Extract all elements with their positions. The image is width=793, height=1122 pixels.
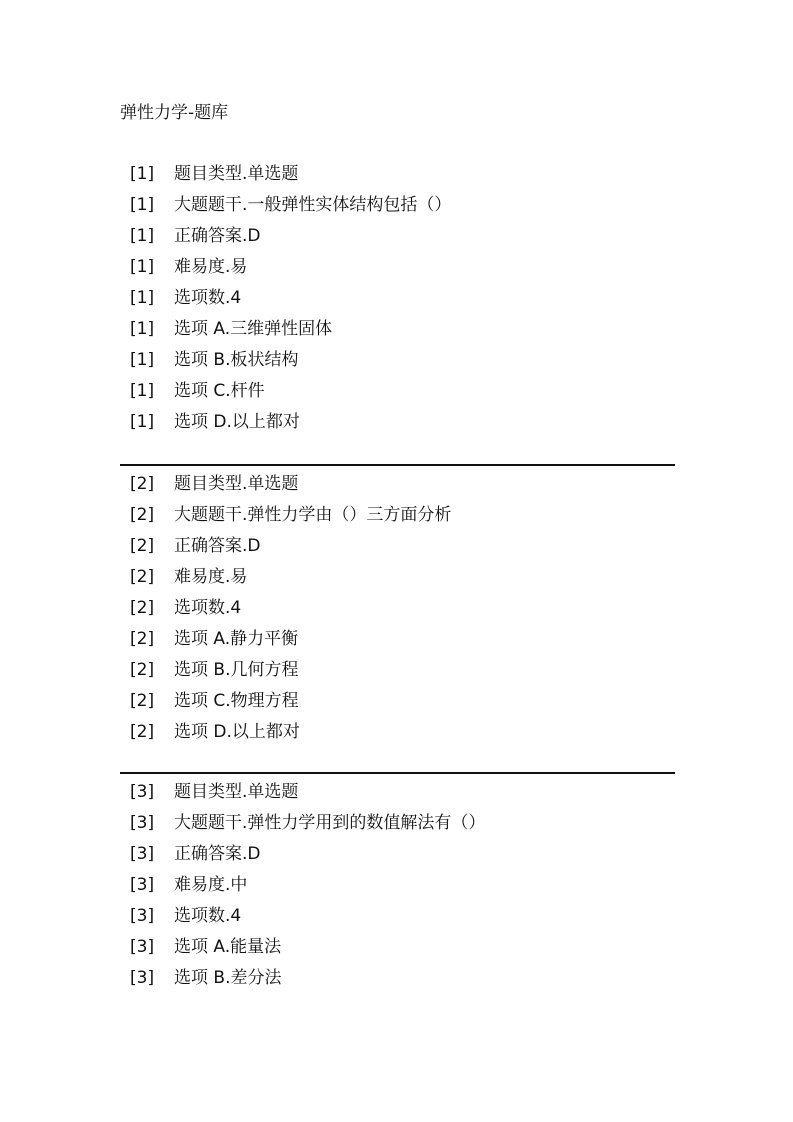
answer-row [120, 531, 675, 562]
question-number: [2] [130, 536, 155, 556]
answer-row [120, 221, 675, 252]
question-number: [3] [130, 937, 155, 957]
question-block [120, 159, 675, 438]
option-b-row [120, 963, 675, 994]
option-count-text: 选项数.4 [174, 598, 242, 618]
question-block [120, 772, 675, 994]
question-number: [3] [130, 844, 155, 864]
answer-text: 正确答案.D [174, 844, 261, 864]
question-type-row [120, 159, 675, 190]
option-a-row [120, 624, 675, 655]
option-d-text: 选项 D.以上都对 [174, 722, 300, 742]
question-block [120, 464, 675, 748]
option-d-row [120, 717, 675, 748]
option-d-text: 选项 D.以上都对 [174, 412, 300, 432]
question-number: [3] [130, 906, 155, 926]
option-a-text: 选项 A.能量法 [174, 937, 282, 957]
question-number: [2] [130, 722, 155, 742]
option-a-row [120, 314, 675, 345]
option-count-row [120, 901, 675, 932]
option-count-text: 选项数.4 [174, 288, 242, 308]
question-stem-text: 大题题干.弹性力学用到的数值解法有（） [174, 813, 486, 833]
question-number: [1] [130, 226, 155, 246]
option-a-row [120, 932, 675, 963]
option-d-row [120, 407, 675, 438]
difficulty-text: 难易度.中 [174, 875, 248, 895]
question-rows [120, 159, 675, 438]
difficulty-text: 难易度.易 [174, 257, 248, 277]
question-number: [3] [130, 875, 155, 895]
answer-text: 正确答案.D [174, 536, 261, 556]
option-count-row [120, 283, 675, 314]
question-type-row [120, 777, 675, 808]
question-number: [1] [130, 412, 155, 432]
option-b-text: 选项 B.板状结构 [174, 350, 299, 370]
question-stem-row [120, 500, 675, 531]
question-number: [1] [130, 195, 155, 215]
question-number: [1] [130, 381, 155, 401]
difficulty-row [120, 252, 675, 283]
option-a-text: 选项 A.静力平衡 [174, 629, 299, 649]
question-number: [2] [130, 598, 155, 618]
question-number: [2] [130, 691, 155, 711]
difficulty-row [120, 562, 675, 593]
question-stem-row [120, 808, 675, 839]
option-c-row [120, 376, 675, 407]
question-number: [2] [130, 660, 155, 680]
question-number: [1] [130, 257, 155, 277]
question-stem-text: 大题题干.一般弹性实体结构包括（） [174, 195, 452, 215]
difficulty-text: 难易度.易 [174, 567, 248, 587]
document-title: 弹性力学-题库 [120, 103, 229, 123]
option-b-row [120, 655, 675, 686]
question-number: [1] [130, 164, 155, 184]
option-count-text: 选项数.4 [174, 906, 242, 926]
answer-text: 正确答案.D [174, 226, 261, 246]
difficulty-row [120, 870, 675, 901]
question-number: [2] [130, 567, 155, 587]
question-type-text: 题目类型.单选题 [174, 782, 299, 802]
question-number: [1] [130, 319, 155, 339]
answer-row [120, 839, 675, 870]
question-number: [3] [130, 782, 155, 802]
question-number: [2] [130, 629, 155, 649]
question-rows [120, 466, 675, 748]
option-c-text: 选项 C.杆件 [174, 381, 265, 401]
option-b-text: 选项 B.差分法 [174, 968, 282, 988]
option-b-row [120, 345, 675, 376]
option-c-text: 选项 C.物理方程 [174, 691, 299, 711]
option-a-text: 选项 A.三维弹性固体 [174, 319, 333, 339]
question-number: [2] [130, 474, 155, 494]
question-number: [2] [130, 505, 155, 525]
question-stem-row [120, 190, 675, 221]
option-c-row [120, 686, 675, 717]
question-stem-text: 大题题干.弹性力学由（）三方面分析 [174, 505, 452, 525]
question-rows [120, 774, 675, 994]
question-number: [1] [130, 288, 155, 308]
question-number: [3] [130, 968, 155, 988]
option-count-row [120, 593, 675, 624]
question-number: [3] [130, 813, 155, 833]
question-type-text: 题目类型.单选题 [174, 164, 299, 184]
question-number: [1] [130, 350, 155, 370]
question-type-text: 题目类型.单选题 [174, 474, 299, 494]
question-type-row [120, 469, 675, 500]
option-b-text: 选项 B.几何方程 [174, 660, 299, 680]
